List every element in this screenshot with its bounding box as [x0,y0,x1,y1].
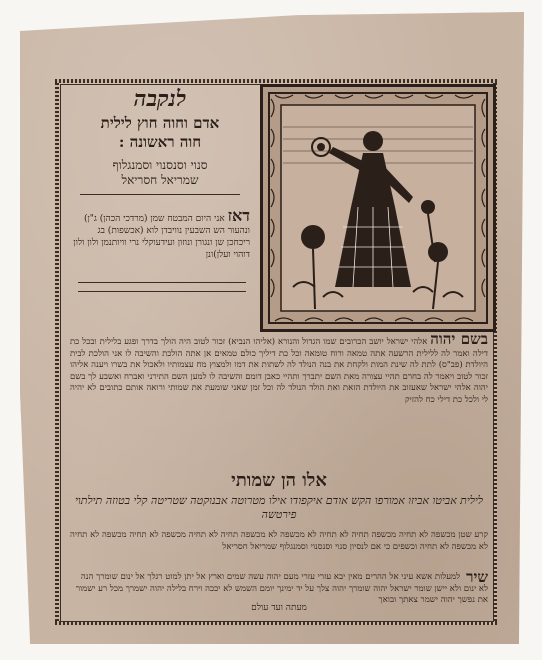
amulet-text: קרע שטן מכשפה לא תחיה מכשפה תחיה לא תחיה לא מכשפה לא מכשפה תחיה לא תחיה מכשפה לא תחיה מכשפה לא תחיה לא מכשפה לא תחיה וכשפים כי אם לנסיון סנוי וסנסנוי וסמנגלוף שמריאל חסריאל [70,530,488,552]
side-body: אני היום המבטח שמן (מרדכי הכהן) ג"ן) ונהעור הש השבעין נוויבדן לוא (אכשפות) בג ריכחכן שן ונגורן ונוזון ועידעוקלי נרי וויותנמן ולון ולון דוהוי ועלן)ונן [73,214,250,260]
names-headline: אלו הן שמותי [231,470,327,491]
opening-words: בשם יהוה [430,330,488,348]
title-line-2: אדם וחוה חוץ לילית [100,114,220,132]
invocation-body: אלהי ישראל יושב הכרובים שמו הגדול והנורא (אליהו הנביא) זכור לטוב היה הולך בדרך ופגע בלילית ובכל כת דילה ואמר לה ללילית הרשעה אתה טמאה ורוח טומאה וכל כת דיליך כולם טמאים אן אתה הולכת והשיבה לו אני הולכת לבית היולדת (פב"ס) לתת לה שינת המות ולקחת את בנה הנולד לה לשתות את דמו ולמצוץ מח עצמותיו ולאכול את בשרו ויענה אליהו זכור לטוב ויאמר לה בחרם תהיי עצורה מאת השם יתברך ותהיי כאבן דומם והשיבה לו למען השם התירני ואברח ואשבע לך בשם יהוה אלהי ישראל שאעזוב את היולדת הזאת ואת הולד הנולד לה וכל זמן שאני שומעת את שמותי ורואה אותם כתובים לא יהיה לי ולכל כת דילי כח להזיק [70,337,488,405]
divider [80,194,240,195]
names-list: לילית אביטו אביזו אמורפו הקש אודם איקפודו אילו מטרוטה אבנוקטה שטריטה קלי בטוזה תילתוי פירטשה [75,494,483,521]
psalm-lead: שיר [466,568,488,586]
side-text [72,206,250,261]
woodcut-illustration [260,84,496,332]
psalm-body: למעלות אשא עיני אל ההרים מאין יבא עזרי עזרי מעם יהוה עשה שמים וארץ אל יתן למוט רגלך אל ינום שומרך הנה לא ינום ולא יישן שומר ישראל יהוה שומרך יהוה צלך על יד ימינך יומם השמש לא יככה וירח בלילה יהוה ישמרך מכל רע ישמור את נפשך יהוה ישמר צאתך ובואך [75,572,488,605]
side-lead: דאז [227,206,250,225]
title-line-4: סנוי וסנסנוי וסמנגלוף [112,158,208,172]
title-line-1: לנקבה [133,86,187,112]
title-block [70,84,250,201]
invocation-text [70,330,488,406]
title-line-3: חוה ראשונה : [118,133,202,151]
title-line-5: שמריאל חסריאל [121,173,199,187]
blank-lines [78,282,246,300]
closing-line: מעתה ועד עולם [251,603,307,613]
